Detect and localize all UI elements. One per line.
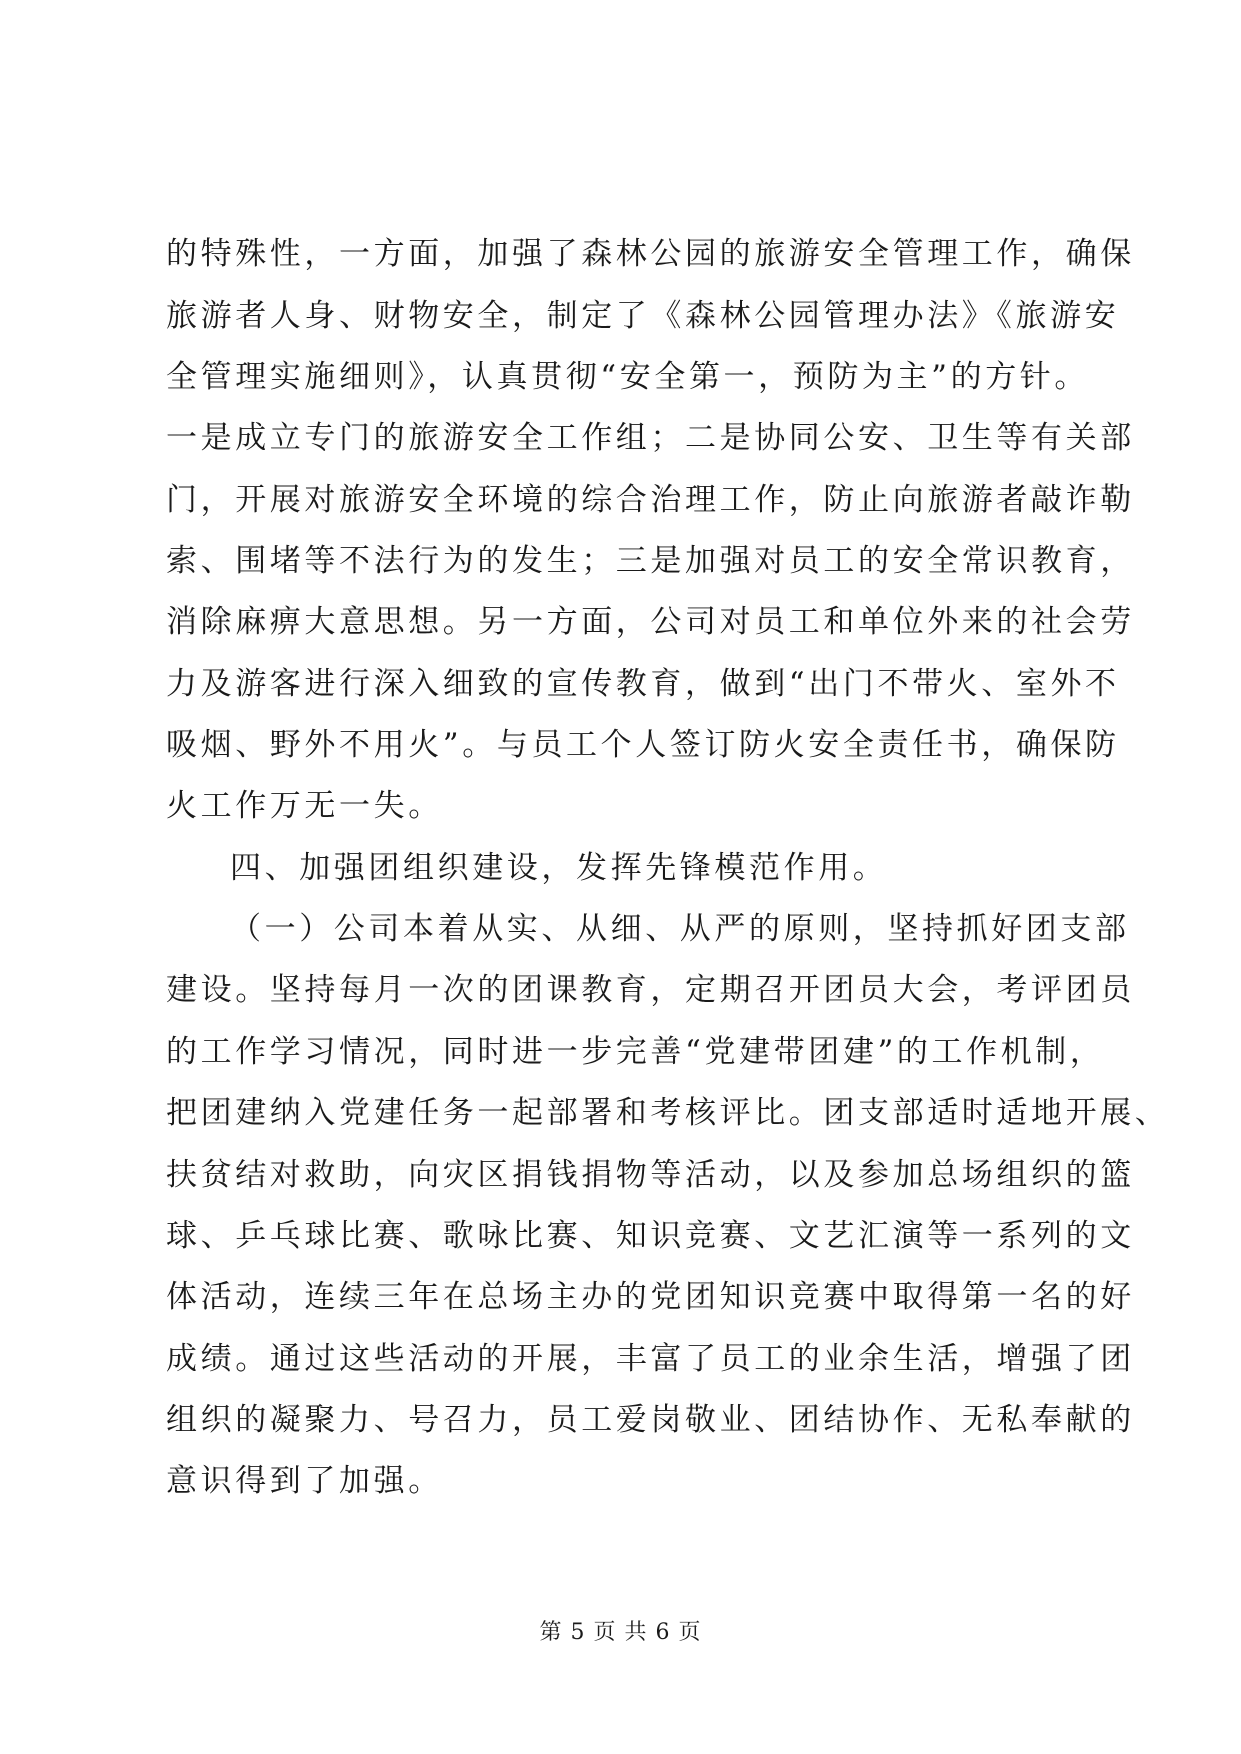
body-line: 体活动，连续三年在总场主办的党团知识竞赛中取得第一名的好 (166, 1279, 1135, 1315)
body-line: 消除麻痹大意思想。另一方面，公司对员工和单位外来的社会劳 (166, 604, 1135, 640)
body-line: 门，开展对旅游安全环境的综合治理工作，防止向旅游者敲诈勒 (166, 482, 1135, 518)
body-line: 意识得到了加强。 (166, 1463, 443, 1499)
body-line: 索、围堵等不法行为的发生；三是加强对员工的安全常识教育， (166, 543, 1135, 579)
body-line: 全管理实施细则》，认真贯彻“安全第一，预防为主”的方针。 (166, 359, 1089, 395)
body-line: 旅游者人身、财物安全，制定了《森林公园管理办法》《旅游安 (166, 298, 1120, 334)
body-line: 组织的凝聚力、号召力，员工爱岗敬业、团结协作、无私奉献的 (166, 1402, 1135, 1438)
body-line: 一是成立专门的旅游安全工作组；二是协同公安、卫生等有关部 (166, 420, 1135, 456)
body-line: 把团建纳入党建任务一起部署和考核评比。团支部适时适地开展、 (166, 1095, 1170, 1131)
body-line: 球、乒乓球比赛、歌咏比赛、知识竞赛、文艺汇演等一系列的文 (166, 1218, 1135, 1254)
body-line: 扶贫结对救助，向灾区捐钱捐物等活动，以及参加总场组织的篮 (166, 1157, 1135, 1193)
body-line: （一）公司本着从实、从细、从严的原则，坚持抓好团支部 (230, 911, 1130, 947)
body-line: 成绩。通过这些活动的开展，丰富了员工的业余生活，增强了团 (166, 1341, 1135, 1377)
page-number-footer: 第 5 页 共 6 页 (539, 1620, 702, 1645)
body-line: 的特殊性，一方面，加强了森林公园的旅游安全管理工作，确保 (166, 236, 1135, 272)
body-line: 建设。坚持每月一次的团课教育，定期召开团员大会，考评团员 (166, 972, 1135, 1008)
body-line: 力及游客进行深入细致的宣传教育，做到“出门不带火、室外不 (166, 666, 1120, 702)
body-line: 的工作学习情况，同时进一步完善“党建带团建”的工作机制， (166, 1034, 1105, 1070)
section-heading: 四、加强团组织建设，发挥先锋模范作用。 (230, 850, 888, 886)
body-line: 吸烟、野外不用火”。与员工个人签订防火安全责任书，确保防 (166, 727, 1120, 763)
body-line: 火工作万无一失。 (166, 788, 443, 824)
